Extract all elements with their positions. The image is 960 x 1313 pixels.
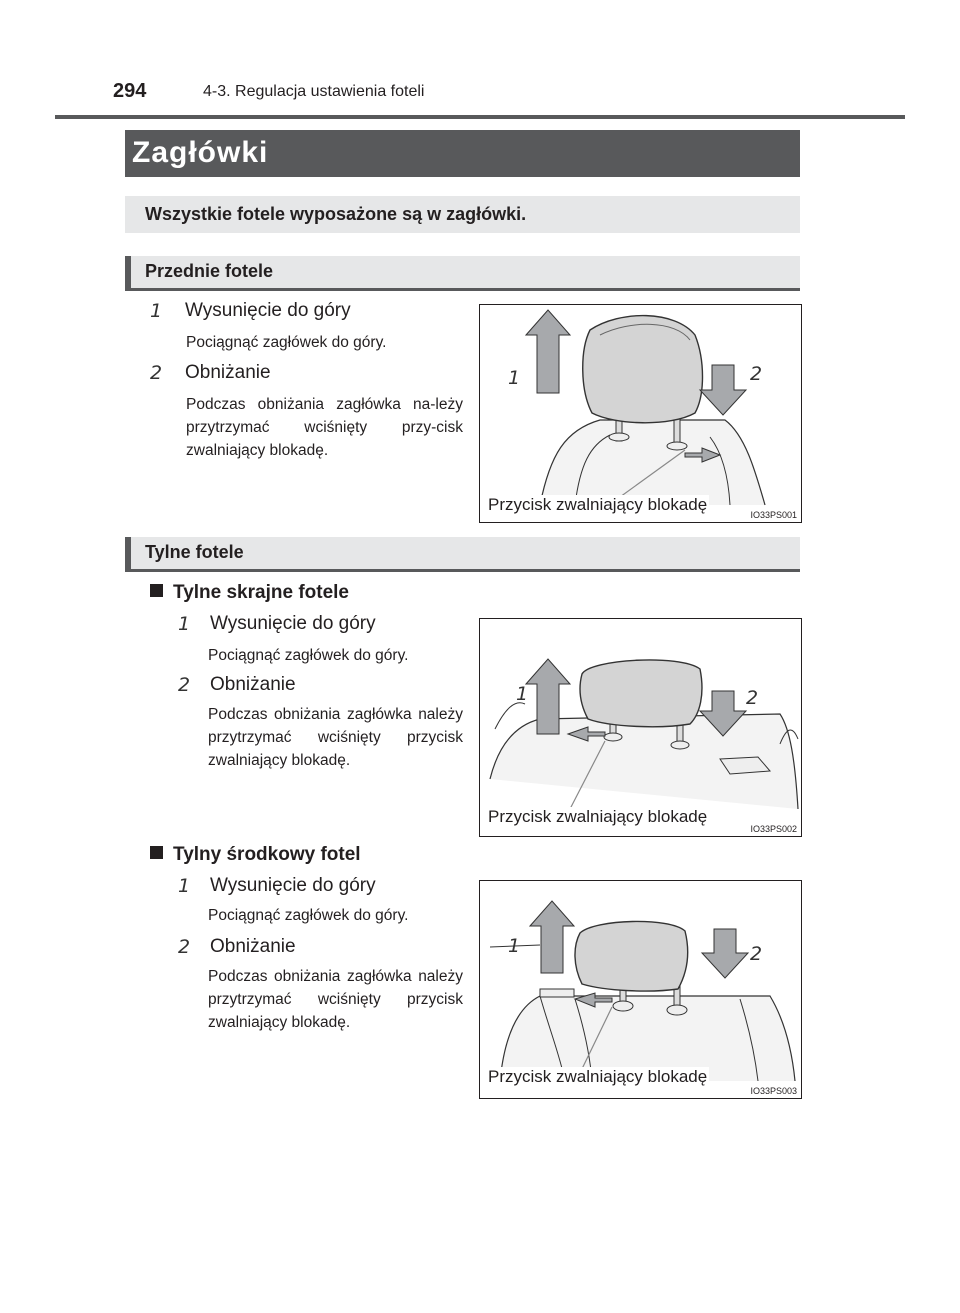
step-description: Podczas obniżania zagłówka należy przytrzymać wciśnięty przycisk zwalniający blokadę. <box>208 706 463 769</box>
step-title: Wysunięcie do góry <box>210 875 376 896</box>
bullet-square-icon <box>150 584 163 597</box>
figure-code: IO33PS003 <box>750 1086 797 1096</box>
rear-outer-headrest-illustration <box>480 619 801 836</box>
step-description: Pociągnąć zagłówek do góry. <box>208 647 409 664</box>
step-number: 2 <box>178 674 191 696</box>
step-title: Obniżanie <box>210 674 296 695</box>
section-heading-front <box>125 256 800 291</box>
intro-text: Wszystkie fotele wyposażone są w zagłówki. <box>145 204 527 224</box>
step-title: Obniżanie <box>185 362 271 383</box>
step-number: 2 <box>178 936 191 958</box>
figure-caption: Przycisk zwalniający blokadę <box>488 807 708 826</box>
page-title: Zagłówki <box>132 136 269 169</box>
callout-2: 2 <box>750 363 763 385</box>
step-number: 1 <box>178 613 191 635</box>
bullet-square-icon <box>150 846 163 859</box>
subheading-label: Tylne skrajne fotele <box>173 582 349 603</box>
step-description: Podczas obniżania zagłówka należy przytrzymać wciśnięty przycisk zwalniający blokadę. <box>208 968 463 1031</box>
callout-1: 1 <box>508 935 521 957</box>
callout-1: 1 <box>508 367 521 389</box>
step-description: Pociągnąć zagłówek do góry. <box>208 907 409 924</box>
section-heading-rear-label: Tylne fotele <box>145 542 244 562</box>
step-description: Podczas obniżania zagłówka na-leży przytrzymać wciśnięty przy-cisk zwalniający blokadę. <box>186 396 463 459</box>
step-title: Obniżanie <box>210 936 296 957</box>
step-number: 2 <box>150 362 163 384</box>
figure-code: IO33PS002 <box>750 824 797 834</box>
step-description: Pociągnąć zagłówek do góry. <box>186 334 387 351</box>
intro-box <box>125 196 800 233</box>
section-heading-rear <box>125 537 800 572</box>
step-title: Wysunięcie do góry <box>185 300 351 321</box>
callout-2: 2 <box>746 687 759 709</box>
step-title: Wysunięcie do góry <box>210 613 376 634</box>
figure-caption: Przycisk zwalniający blokadę <box>488 1067 708 1086</box>
subheading-rear-center <box>150 844 361 866</box>
callout-2: 2 <box>750 943 763 965</box>
subheading-rear-outer <box>150 582 349 604</box>
figure-rear-outer-headrest <box>479 618 802 837</box>
chapter-title: 4-3. Regulacja ustawienia foteli <box>203 83 425 100</box>
page-title-bar <box>125 130 800 177</box>
rear-center-headrest-illustration <box>480 881 801 1098</box>
figure-caption: Przycisk zwalniający blokadę <box>488 495 708 514</box>
section-heading-front-label: Przednie fotele <box>145 261 274 281</box>
step-number: 1 <box>150 300 163 322</box>
callout-1: 1 <box>516 683 529 705</box>
header-rule <box>55 115 905 119</box>
subheading-label: Tylny środkowy fotel <box>173 844 361 865</box>
page-number: 294 <box>113 80 147 102</box>
step-number: 1 <box>178 875 191 897</box>
front-headrest-illustration <box>480 305 801 522</box>
figure-code: IO33PS001 <box>750 510 797 520</box>
figure-rear-center-headrest <box>479 880 802 1099</box>
figure-front-headrest <box>479 304 802 523</box>
